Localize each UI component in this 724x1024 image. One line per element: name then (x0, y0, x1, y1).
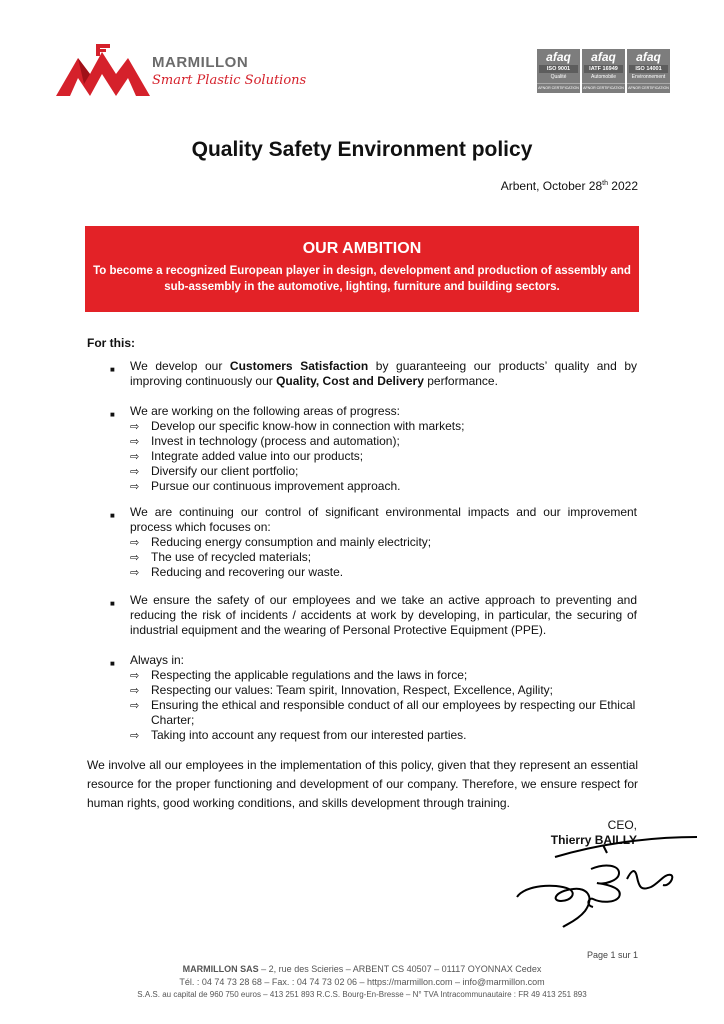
arrow-icon: ⇨ (130, 669, 140, 682)
sub-item: ⇨ Diversify our client portfolio; (130, 464, 299, 478)
sub-item: ⇨ Taking into account any request from our interested parties. (130, 728, 467, 742)
certification-badges (537, 49, 670, 93)
sub-item: ⇨ Reducing energy consumption and mainly electricity; (130, 535, 432, 549)
logo-company-name: MARMILLON (152, 54, 249, 71)
bullet-4-text: We ensure the safety of our employees and we take an active approach to preventing and reducing the risk of incidents / accidents at work by developing, in particular, the securing of industrial equipment and the wearing of Personal Protective Equipment (PPE). (130, 593, 637, 637)
arrow-icon: ⇨ (130, 435, 140, 448)
footer-legal: S.A.S. au capital de 960 750 euros – 413 251 893 R.C.S. Bourg-En-Bresse – N° TVA Intracommunautaire : FR 49 413 251 893 (137, 990, 587, 999)
page-title: Quality Safety Environment policy (191, 138, 533, 161)
arrow-icon: ⇨ (130, 420, 140, 433)
sub-item: ⇨ Ensuring the ethical and responsible conduct of all our employees by respecting our Ethical Charter; (130, 698, 636, 727)
bullet-2-intro: We are working on the following areas of progress: (130, 404, 400, 418)
arrow-icon: ⇨ (130, 684, 140, 697)
cert-badge-iatf16949: afaq IATF 16949 Automobile AFNOR CERTIFICATION (582, 49, 625, 93)
arrow-icon: ⇨ (130, 729, 140, 742)
ambition-banner (85, 226, 639, 312)
bullet-marker: ■ (110, 659, 115, 668)
sub-item: ⇨ The use of recycled materials; (130, 550, 312, 564)
bullet-marker: ■ (110, 599, 115, 608)
arrow-icon: ⇨ (130, 551, 140, 564)
bullet-1-text: We develop our Customers Satisfaction by guaranteeing our products’ quality and by improving continuously our Quality, Cost and Delivery performance. (130, 359, 638, 388)
ambition-text: To become a recognized European player in design, development and production of assembly and sub-assembly in the automotive, lighting, furniture and building sectors. (93, 265, 631, 293)
footer-contact: Tél. : 04 74 73 28 68 – Fax. : 04 74 73 02 06 – https://marmillon.com – info@marmillon.com (179, 977, 545, 987)
page-number: Page 1 sur 1 (586, 950, 638, 960)
bullet-marker: ■ (110, 365, 115, 374)
cert-badge-iso14001: afaq ISO 14001 Environnement AFNOR CERTIFICATION (627, 49, 670, 93)
arrow-icon: ⇨ (130, 480, 140, 493)
bullet-marker: ■ (110, 410, 115, 419)
handwritten-signature (515, 833, 701, 933)
sub-item: ⇨ Pursue our continuous improvement approach. (130, 479, 401, 493)
bullet-marker: ■ (110, 511, 115, 520)
ambition-heading: OUR AMBITION (302, 240, 422, 257)
arrow-icon: ⇨ (130, 566, 140, 579)
arrow-icon: ⇨ (130, 536, 140, 549)
company-logo (56, 44, 326, 100)
sub-item: ⇨ Respecting our values: Team spirit, Innovation, Respect, Excellence, Agility; (130, 683, 553, 697)
sub-item: ⇨ Develop our specific know-how in connection with markets; (130, 419, 465, 433)
signatory-role: CEO, (607, 818, 637, 832)
closing-paragraph: We involve all our employees in the implementation of this policy, given that they represent an essential resource for the proper functioning and development of our company. Therefore, we ensure respect for human rights, good working conditions, and skills development through training. (87, 758, 638, 810)
document-date: Arbent, October 28th 2022 (500, 179, 638, 193)
sub-item: ⇨ Respecting the applicable regulations and the laws in force; (130, 668, 468, 682)
logo-tagline: Smart Plastic Solutions (152, 73, 307, 88)
cert-badge-iso9001: afaq ISO 9001 Qualité AFNOR CERTIFICATION (537, 49, 580, 93)
arrow-icon: ⇨ (130, 450, 140, 463)
sub-item: ⇨ Integrate added value into our products; (130, 449, 364, 463)
arrow-icon: ⇨ (130, 699, 140, 712)
sub-item: ⇨ Invest in technology (process and automation); (130, 434, 400, 448)
bullet-3-intro: We are continuing our control of significant environmental impacts and our improvement process which focuses on: (130, 505, 637, 534)
footer-address: MARMILLON SAS – 2, rue des Scieries – ARBENT CS 40507 – 01117 OYONNAX Cedex (182, 964, 542, 974)
bullet-5-intro: Always in: (130, 653, 185, 667)
arrow-icon: ⇨ (130, 465, 140, 478)
sub-item: ⇨ Reducing and recovering our waste. (130, 565, 344, 579)
marmillon-logo-mark (56, 44, 152, 100)
signatory-name: Thierry BAILLY (550, 833, 637, 847)
for-this-label: For this: (87, 336, 135, 350)
